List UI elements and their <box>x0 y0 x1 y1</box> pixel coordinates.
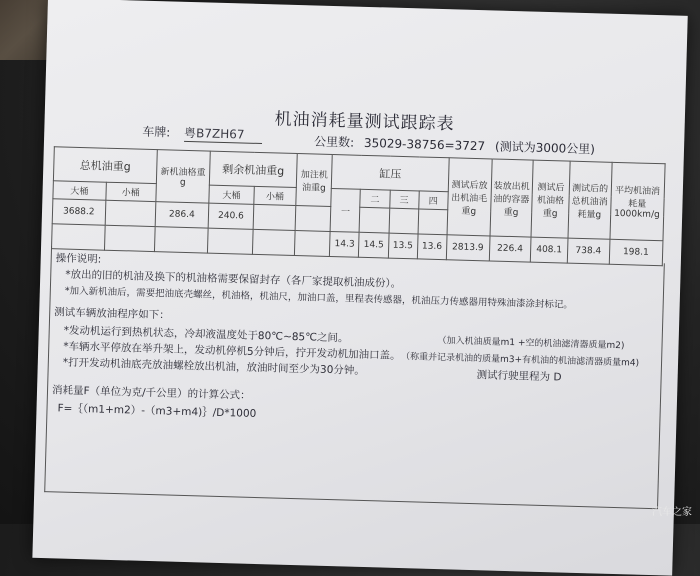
value-cyl-2: 14.5 <box>359 232 389 258</box>
header-drained-gross: 测试后放出机油毛重g <box>447 158 492 236</box>
plate-row <box>142 123 262 144</box>
ops-note-1: *放出的旧的机油及换下的机油格需要保留封存（各厂家提取机油成份）。 <box>65 268 402 290</box>
header-total-oil: 总机油重g <box>53 147 157 184</box>
header-cyl-4: 四 <box>418 191 448 210</box>
value-cyl-1: 14.3 <box>330 231 360 257</box>
mileage-label: 公里数: <box>313 134 355 150</box>
procedure-step-1: *发动机运行到热机状态，冷却液温度处于80℃~85℃之间。 <box>63 324 349 345</box>
plate-value: 粤B7ZH67 <box>184 124 262 144</box>
mileage-row <box>314 132 595 157</box>
value-used-filter: 408.1 <box>530 237 567 263</box>
header-big-bucket: 大桶 <box>53 181 106 200</box>
ops-heading: 操作说明: <box>55 252 102 266</box>
header-small-bucket: 小桶 <box>105 182 156 201</box>
ops-note-2: *加入新机油后，需要把油底壳螺丝，机油格，机油尺，加油口盖，里程表传感器，机油压力传感器用特殊油漆涂封标记。 <box>64 285 574 311</box>
header-avg-consumption: 平均机油消耗量1000km/g <box>610 162 666 240</box>
procedure-step-2-right: （称重并记录机油的质量m3+有机油的机油滤清器质量m4) <box>400 352 640 369</box>
header-added-oil: 加注机油重g <box>296 154 333 207</box>
header-remaining-big: 大桶 <box>209 185 254 204</box>
procedure-step-3: *打开发动机油底壳放油螺栓放出机油，放油时间至少为30分钟。 <box>62 356 366 377</box>
formula: F=｛（m1+m2）-（m3+m4)｝/D*1000 <box>57 402 257 420</box>
header-remaining-oil: 剩余机油重g <box>209 151 297 187</box>
procedure-step-1-right: （加入机油质量m1 +空的机油滤清器质量m2) <box>437 336 625 352</box>
plate-label: 车牌: <box>142 124 171 140</box>
header-cyl-1: 一 <box>330 188 360 232</box>
watermark: 汽车之家 <box>652 507 692 518</box>
value-remaining-small <box>253 204 296 230</box>
value-container-weight: 226.4 <box>489 236 531 262</box>
header-used-filter: 测试后机油格重g <box>531 160 570 238</box>
header-cyl-3: 三 <box>389 190 419 209</box>
formula-heading: 消耗量F（单位为克/千公里）的计算公式： <box>51 384 251 402</box>
header-container-weight: 装放出机油的容器重g <box>490 159 534 237</box>
mileage-value: 35029-38756=3727 <box>363 135 486 154</box>
header-cylinder-pressure: 缸压 <box>332 155 449 192</box>
document-title: 机油消耗量测试跟踪表 <box>274 109 455 135</box>
value-total-small <box>105 200 156 226</box>
value-cyl-3-spacer <box>389 208 419 234</box>
value-added-oil <box>295 205 331 231</box>
paper-sheet <box>32 0 687 576</box>
value-drained-gross: 2813.9 <box>446 235 489 261</box>
mileage-note: (测试为3000公里) <box>494 139 596 157</box>
procedure-heading: 测试车辆放油程序如下： <box>54 306 170 322</box>
value-cyl-4: 13.6 <box>417 234 447 260</box>
notes-section <box>44 246 665 509</box>
header-new-filter: 新机油格重g <box>156 150 211 203</box>
header-remaining-small: 小桶 <box>254 186 296 205</box>
value-cyl-2-spacer <box>360 207 390 233</box>
header-total-consumption: 测试后的总机油消耗量g <box>568 161 612 239</box>
value-remaining-big: 240.6 <box>208 203 254 229</box>
value-total-consumption: 738.4 <box>567 238 609 264</box>
header-cyl-2: 二 <box>360 189 390 208</box>
value-cyl-3: 13.5 <box>388 233 418 259</box>
value-new-filter: 286.4 <box>155 202 209 228</box>
value-avg-consumption: 198.1 <box>609 239 663 265</box>
procedure-step-2: *车辆水平停放在举升架上，发动机停机5分钟后，拧开发动机加油口盖。 <box>63 340 401 362</box>
value-cyl-4-spacer <box>418 209 448 235</box>
procedure-step-3-right: 测试行驶里程为 D <box>476 369 562 384</box>
value-total-big: 3688.2 <box>52 199 105 225</box>
